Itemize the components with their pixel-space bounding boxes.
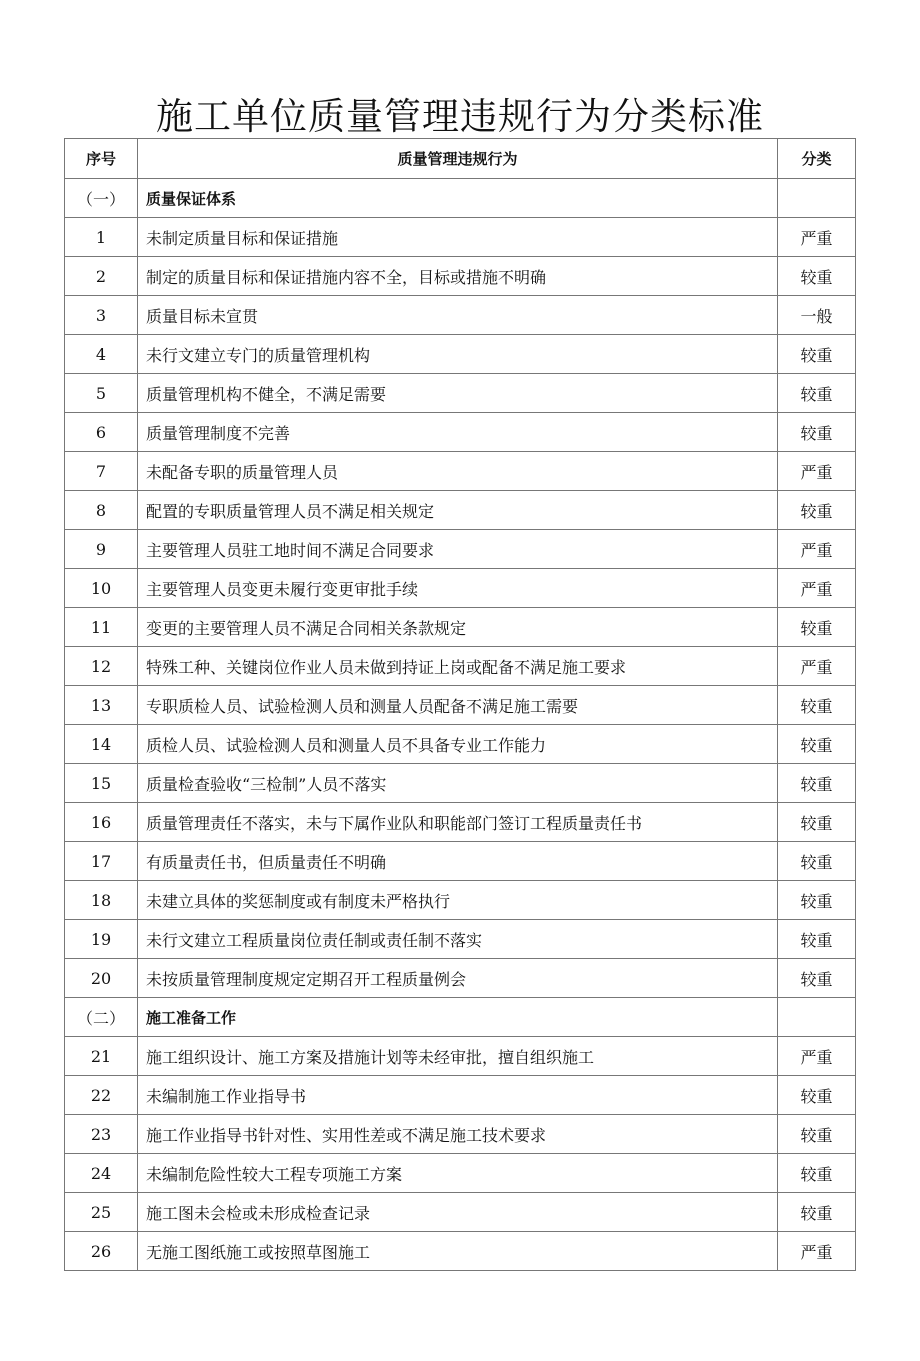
- header-number: 序号: [65, 139, 138, 179]
- row-number: 3: [65, 296, 138, 335]
- row-violation: 未按质量管理制度规定定期召开工程质量例会: [138, 959, 778, 998]
- row-category: 较重: [778, 725, 856, 764]
- row-violation: 未编制施工作业指导书: [138, 1076, 778, 1115]
- row-category: 较重: [778, 374, 856, 413]
- row-violation: 未制定质量目标和保证措施: [138, 218, 778, 257]
- row-number: 7: [65, 452, 138, 491]
- row-category: 较重: [778, 491, 856, 530]
- row-violation: 施工图未会检或未形成检查记录: [138, 1193, 778, 1232]
- row-category: 严重: [778, 569, 856, 608]
- row-violation: 主要管理人员变更未履行变更审批手续: [138, 569, 778, 608]
- row-category: 严重: [778, 1037, 856, 1076]
- table-row: [65, 374, 856, 413]
- violation-classification-table: [64, 138, 856, 1271]
- row-violation: 配置的专职质量管理人员不满足相关规定: [138, 491, 778, 530]
- row-number: 6: [65, 413, 138, 452]
- row-category: 较重: [778, 959, 856, 998]
- row-violation: 质量管理制度不完善: [138, 413, 778, 452]
- row-category: 较重: [778, 1115, 856, 1154]
- row-violation: 制定的质量目标和保证措施内容不全，目标或措施不明确: [138, 257, 778, 296]
- row-category: 严重: [778, 452, 856, 491]
- row-category: 较重: [778, 335, 856, 374]
- row-violation: 变更的主要管理人员不满足合同相关条款规定: [138, 608, 778, 647]
- table-row: [65, 491, 856, 530]
- row-category: 较重: [778, 1154, 856, 1193]
- row-violation: 未建立具体的奖惩制度或有制度未严格执行: [138, 881, 778, 920]
- row-violation: 未行文建立工程质量岗位责任制或责任制不落实: [138, 920, 778, 959]
- row-category: 较重: [778, 608, 856, 647]
- row-violation: 专职质检人员、试验检测人员和测量人员配备不满足施工需要: [138, 686, 778, 725]
- header-category: 分类: [778, 139, 856, 179]
- table-row: [65, 413, 856, 452]
- row-category: [778, 179, 856, 218]
- table-row: [65, 920, 856, 959]
- row-number: 9: [65, 530, 138, 569]
- row-number: 20: [65, 959, 138, 998]
- row-category: 较重: [778, 686, 856, 725]
- table-row: [65, 1232, 856, 1271]
- row-violation: 质量目标未宣贯: [138, 296, 778, 335]
- row-number: 10: [65, 569, 138, 608]
- table-row: [65, 1037, 856, 1076]
- section-row: [65, 179, 856, 218]
- row-violation: 质量管理责任不落实，未与下属作业队和职能部门签订工程质量责任书: [138, 803, 778, 842]
- row-violation: 质量检查验收“三检制”人员不落实: [138, 764, 778, 803]
- row-violation: 施工组织设计、施工方案及措施计划等未经审批，擅自组织施工: [138, 1037, 778, 1076]
- table-header-row: [65, 139, 856, 179]
- row-category: 较重: [778, 803, 856, 842]
- row-number: 18: [65, 881, 138, 920]
- row-number: 19: [65, 920, 138, 959]
- table-row: [65, 959, 856, 998]
- row-number: 12: [65, 647, 138, 686]
- row-number: 11: [65, 608, 138, 647]
- row-number: 1: [65, 218, 138, 257]
- row-category: 较重: [778, 257, 856, 296]
- row-violation: 有质量责任书，但质量责任不明确: [138, 842, 778, 881]
- row-violation: 施工准备工作: [138, 998, 778, 1037]
- table-row: [65, 764, 856, 803]
- row-number: 8: [65, 491, 138, 530]
- row-number: 4: [65, 335, 138, 374]
- row-number: 16: [65, 803, 138, 842]
- row-violation: 施工作业指导书针对性、实用性差或不满足施工技术要求: [138, 1115, 778, 1154]
- row-violation: 未配备专职的质量管理人员: [138, 452, 778, 491]
- row-violation: 未行文建立专门的质量管理机构: [138, 335, 778, 374]
- table-row: [65, 1076, 856, 1115]
- table-row: [65, 530, 856, 569]
- row-category: 严重: [778, 530, 856, 569]
- row-violation: 特殊工种、关键岗位作业人员未做到持证上岗或配备不满足施工要求: [138, 647, 778, 686]
- header-violation: 质量管理违规行为: [138, 139, 778, 179]
- row-violation: 质检人员、试验检测人员和测量人员不具备专业工作能力: [138, 725, 778, 764]
- row-category: 较重: [778, 1076, 856, 1115]
- table-row: [65, 257, 856, 296]
- row-category: 严重: [778, 1232, 856, 1271]
- row-category: 一般: [778, 296, 856, 335]
- table-row: [65, 335, 856, 374]
- table-row: [65, 218, 856, 257]
- row-number: （二）: [65, 998, 138, 1037]
- row-number: 15: [65, 764, 138, 803]
- row-number: 14: [65, 725, 138, 764]
- row-number: 21: [65, 1037, 138, 1076]
- row-number: 17: [65, 842, 138, 881]
- table-row: [65, 881, 856, 920]
- row-number: 23: [65, 1115, 138, 1154]
- table-row: [65, 842, 856, 881]
- row-number: 5: [65, 374, 138, 413]
- row-violation: 未编制危险性较大工程专项施工方案: [138, 1154, 778, 1193]
- table-row: [65, 725, 856, 764]
- row-violation: 无施工图纸施工或按照草图施工: [138, 1232, 778, 1271]
- row-category: 较重: [778, 842, 856, 881]
- table-row: [65, 647, 856, 686]
- table-row: [65, 686, 856, 725]
- row-number: 2: [65, 257, 138, 296]
- row-number: 13: [65, 686, 138, 725]
- row-category: 较重: [778, 413, 856, 452]
- row-category: 严重: [778, 218, 856, 257]
- table-row: [65, 1193, 856, 1232]
- section-row: [65, 998, 856, 1037]
- row-violation: 质量保证体系: [138, 179, 778, 218]
- table-row: [65, 608, 856, 647]
- row-number: （一）: [65, 179, 138, 218]
- row-category: [778, 998, 856, 1037]
- row-violation: 主要管理人员驻工地时间不满足合同要求: [138, 530, 778, 569]
- row-category: 较重: [778, 764, 856, 803]
- table-row: [65, 452, 856, 491]
- row-category: 较重: [778, 920, 856, 959]
- table-row: [65, 1115, 856, 1154]
- table-row: [65, 1154, 856, 1193]
- table-row: [65, 569, 856, 608]
- row-violation: 质量管理机构不健全，不满足需要: [138, 374, 778, 413]
- row-number: 25: [65, 1193, 138, 1232]
- table-row: [65, 296, 856, 335]
- row-number: 24: [65, 1154, 138, 1193]
- row-category: 严重: [778, 647, 856, 686]
- table-row: [65, 803, 856, 842]
- row-category: 较重: [778, 1193, 856, 1232]
- row-number: 26: [65, 1232, 138, 1271]
- row-number: 22: [65, 1076, 138, 1115]
- document-title: 施工单位质量管理违规行为分类标准: [156, 95, 764, 138]
- row-category: 较重: [778, 881, 856, 920]
